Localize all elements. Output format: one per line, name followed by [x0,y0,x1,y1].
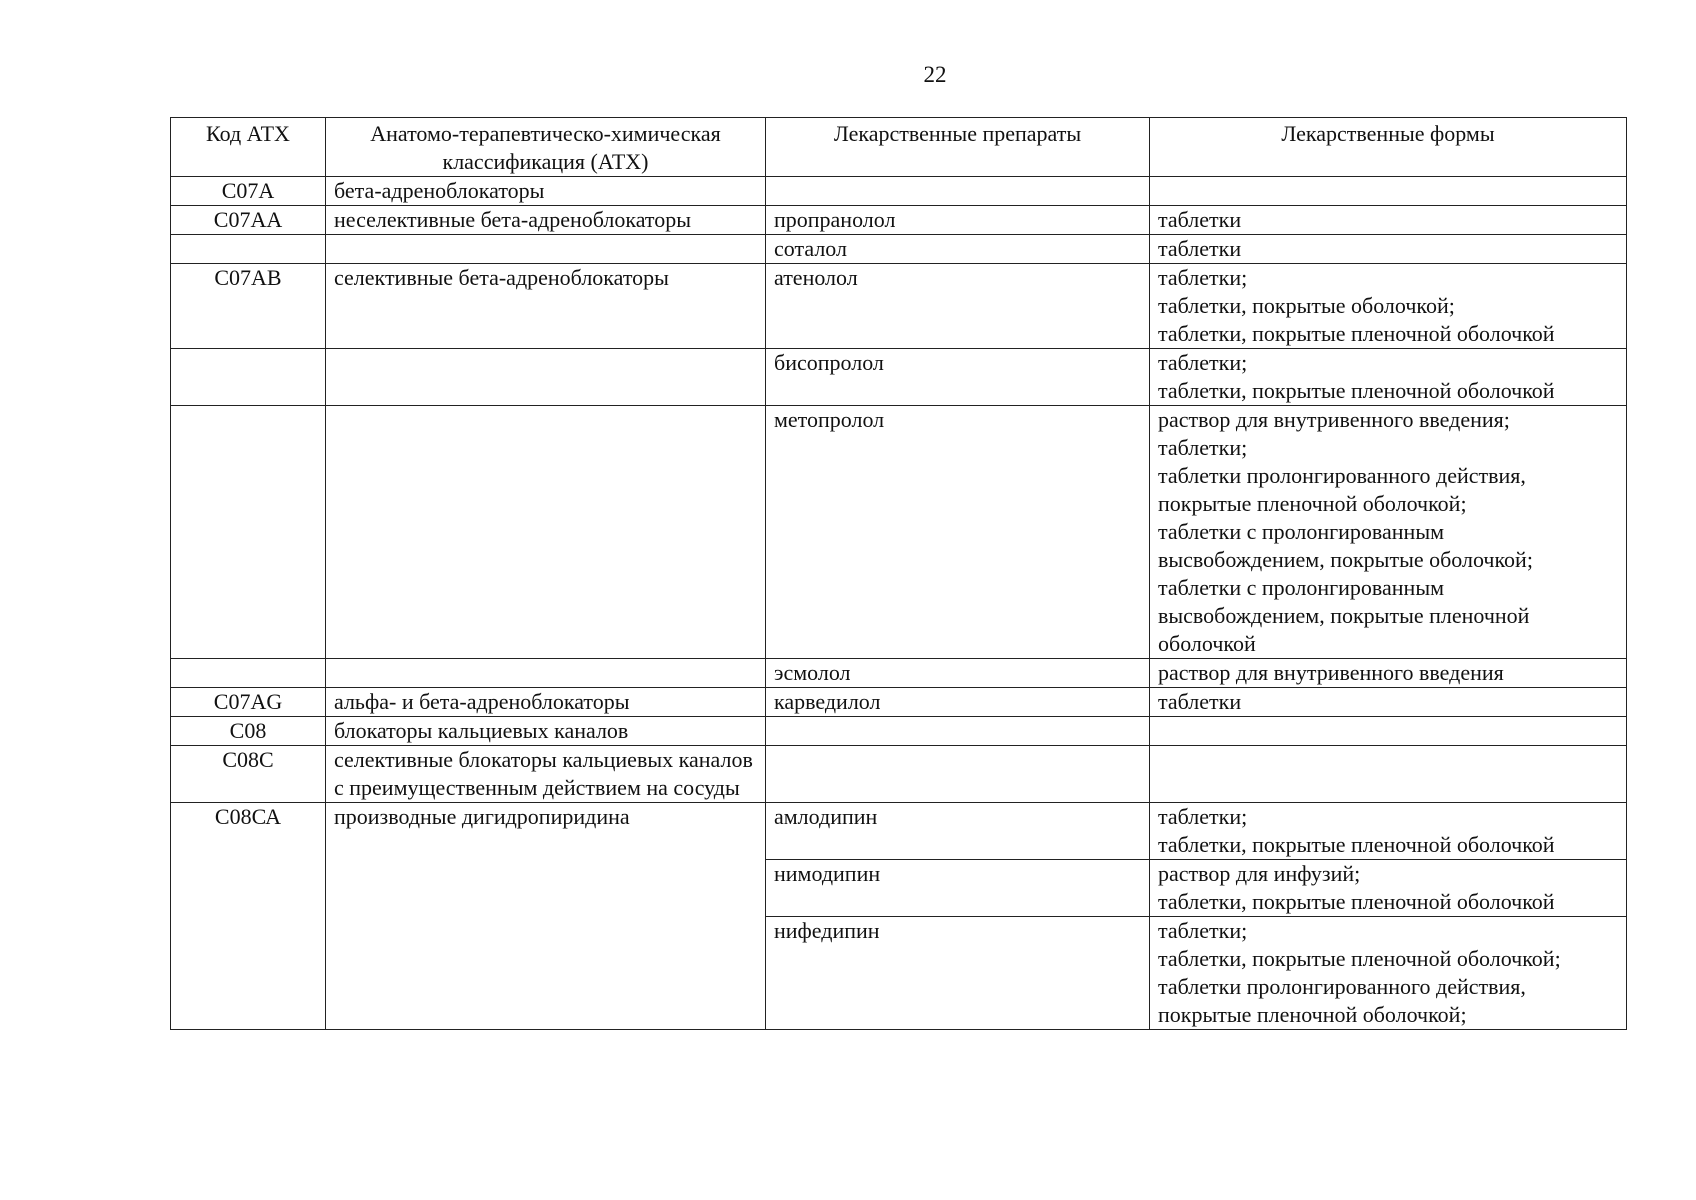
drug-cell: карведилол [766,688,1150,717]
atc-name-cell: блокаторы кальциевых каналов [326,717,766,746]
drug-cell [766,746,1150,803]
form-line: высвобождением, покрытые оболочкой; [1158,547,1533,572]
atc-name-cell [326,235,766,264]
form-line: таблетки; [1158,435,1248,460]
table-row [171,406,1627,659]
form-line: таблетки; [1158,350,1248,375]
forms-cell [1150,746,1627,803]
header-atc: Анатомо-терапевтическо-химическая классификация (АТХ) [326,118,766,177]
header-code: Код АТХ [171,118,326,177]
form-line: таблетки, покрытые пленочной оболочкой; [1158,946,1561,971]
drug-cell: метопролол [766,406,1150,659]
drug-cell: нимодипин [766,860,1150,917]
atc-code-cell: С07АВ [171,264,326,349]
table-row [171,746,1627,803]
form-line: оболочкой [1158,631,1256,656]
table-row [171,688,1627,717]
table-row [171,860,1627,917]
drug-cell: пропранолол [766,206,1150,235]
page-number: 22 [923,62,947,87]
table-row [171,206,1627,235]
atc-name-cell: альфа- и бета-адреноблокаторы [326,688,766,717]
form-line: таблетки пролонгированного действия, [1158,463,1526,488]
atc-code-cell [171,860,326,917]
atc-code-cell: С08СА [171,803,326,860]
form-line: покрытые пленочной оболочкой; [1158,491,1467,516]
form-line: таблетки, покрытые пленочной оболочкой [1158,889,1555,914]
form-line: таблетки [1158,689,1242,714]
forms-cell [1150,406,1627,659]
table-header-row [171,118,1627,177]
atc-name-cell: бета-адреноблокаторы [326,177,766,206]
form-line: раствор для инфузий; [1158,861,1361,886]
table-row [171,264,1627,349]
header-forms: Лекарственные формы [1150,118,1627,177]
form-line: таблетки; [1158,918,1248,943]
atc-name-cell [326,659,766,688]
table-row [171,177,1627,206]
forms-cell [1150,349,1627,406]
forms-cell [1150,860,1627,917]
atc-code-cell [171,349,326,406]
atc-name-cell [326,860,766,917]
form-line: таблетки пролонгированного действия, [1158,974,1526,999]
form-line: таблетки [1158,207,1242,232]
forms-cell [1150,177,1627,206]
forms-cell [1150,917,1627,1030]
drug-cell: амлодипин [766,803,1150,860]
drug-cell: соталол [766,235,1150,264]
table-row [171,349,1627,406]
drug-cell: атенолол [766,264,1150,349]
forms-cell [1150,235,1627,264]
forms-cell [1150,803,1627,860]
header-drugs: Лекарственные препараты [766,118,1150,177]
form-line: покрытые пленочной оболочкой; [1158,1002,1467,1027]
forms-cell [1150,264,1627,349]
drug-cell [766,177,1150,206]
atc-code-cell: С07АА [171,206,326,235]
atc-code-cell: С07AG [171,688,326,717]
forms-cell [1150,206,1627,235]
drug-cell: нифедипин [766,917,1150,1030]
atc-code-cell [171,406,326,659]
atc-code-cell: С07А [171,177,326,206]
table-row [171,717,1627,746]
table-row [171,803,1627,860]
atc-code-cell [171,235,326,264]
atc-name-cell: неселективные бета-адреноблокаторы [326,206,766,235]
atc-name-cell [326,406,766,659]
form-line: таблетки, покрытые пленочной оболочкой [1158,832,1555,857]
atc-code-cell: С08С [171,746,326,803]
form-line: высвобождением, покрытые пленочной [1158,603,1530,628]
form-line: таблетки, покрытые оболочкой; [1158,293,1455,318]
atc-code-cell [171,659,326,688]
form-line: раствор для внутривенного введения; [1158,407,1510,432]
atc-name-cell [326,917,766,1030]
drug-cell: эсмолол [766,659,1150,688]
form-line: таблетки; [1158,265,1248,290]
atc-name-cell: селективные блокаторы кальциевых каналов с преимущественным действием на сосуды [326,746,766,803]
drug-cell: бисопролол [766,349,1150,406]
atc-code-cell: С08 [171,717,326,746]
form-line: раствор для внутривенного введения [1158,660,1504,685]
atc-code-cell [171,917,326,1030]
table-row [171,235,1627,264]
forms-cell [1150,717,1627,746]
form-line: таблетки; [1158,804,1248,829]
atc-name-cell [326,349,766,406]
atc-name-cell: селективные бета-адреноблокаторы [326,264,766,349]
table-row [171,917,1627,1030]
form-line: таблетки с пролонгированным [1158,519,1445,544]
form-line: таблетки, покрытые пленочной оболочкой [1158,321,1555,346]
atx-table [170,117,1627,1030]
drug-cell [766,717,1150,746]
forms-cell [1150,688,1627,717]
forms-cell [1150,659,1627,688]
atc-name-cell: производные дигидропиридина [326,803,766,860]
form-line: таблетки [1158,236,1242,261]
table-row [171,659,1627,688]
form-line: таблетки с пролонгированным [1158,575,1445,600]
form-line: таблетки, покрытые пленочной оболочкой [1158,378,1555,403]
